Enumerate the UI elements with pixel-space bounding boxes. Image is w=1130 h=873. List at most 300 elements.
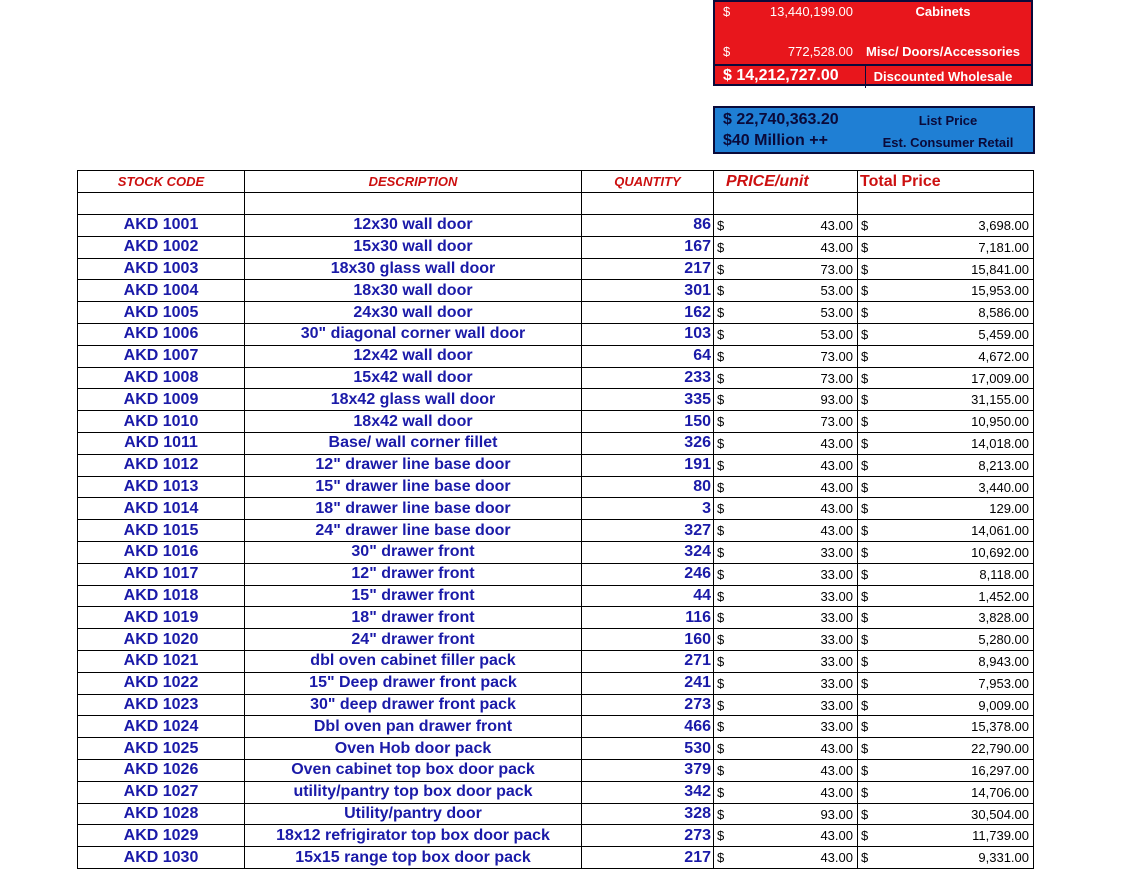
description-cell: 15" Deep drawer front pack: [245, 672, 582, 694]
unit-price-value: 33.00: [820, 719, 853, 735]
table-row: [78, 258, 1034, 280]
unit-price-cell: [714, 607, 858, 629]
currency-symbol: $: [861, 501, 869, 517]
total-price-value: 16,297.00: [971, 762, 1029, 778]
currency-symbol: $: [861, 653, 869, 669]
unit-price-cell: [714, 498, 858, 520]
table-row: [78, 585, 1034, 607]
stock-code-cell: AKD 1030: [78, 847, 245, 869]
currency-symbol: $: [717, 414, 725, 430]
total-price-cell: [858, 258, 1034, 280]
currency-symbol: $: [717, 523, 725, 539]
description-cell: 18x42 glass wall door: [245, 389, 582, 411]
quantity-cell: 246: [582, 563, 714, 585]
currency-symbol: $: [717, 544, 725, 560]
stock-code-cell: AKD 1022: [78, 672, 245, 694]
total-price-cell: [858, 498, 1034, 520]
description-cell: Dbl oven pan drawer front: [245, 716, 582, 738]
unit-price-value: 73.00: [820, 261, 853, 277]
unit-price-value: 43.00: [820, 828, 853, 844]
currency-symbol: $: [717, 218, 725, 233]
currency-symbol: $: [717, 675, 725, 691]
total-price-value: 10,950.00: [971, 414, 1029, 430]
unit-price-cell: [714, 585, 858, 607]
total-price-cell: [858, 215, 1034, 237]
currency-symbol: $: [717, 653, 725, 669]
total-price-value: 129.00: [989, 501, 1029, 517]
unit-price-cell: [714, 694, 858, 716]
currency-symbol: $: [717, 566, 725, 582]
stock-code-cell: AKD 1006: [78, 323, 245, 345]
unit-price-value: 43.00: [820, 784, 853, 800]
total-price-cell: [858, 280, 1034, 302]
inventory-table: [77, 170, 1034, 869]
quantity-cell: 342: [582, 781, 714, 803]
total-price-value: 11,739.00: [972, 828, 1029, 844]
total-price-value: 5,459.00: [978, 326, 1029, 342]
currency-symbol: $: [861, 784, 869, 800]
unit-price-cell: [714, 236, 858, 258]
currency-symbol: $: [717, 806, 725, 822]
unit-price-value: 93.00: [820, 806, 853, 822]
total-price-value: 15,841.00: [971, 261, 1029, 277]
table-row: [78, 411, 1034, 433]
total-price-cell: [858, 738, 1034, 760]
quantity-cell: 191: [582, 454, 714, 476]
unit-price-value: 33.00: [820, 653, 853, 669]
unit-price-value: 73.00: [820, 370, 853, 386]
table-header-row: [78, 171, 1034, 193]
stock-code-cell: AKD 1027: [78, 781, 245, 803]
list-price-amount: $ 22,740,363.20: [723, 111, 839, 128]
currency-symbol: $: [861, 806, 869, 822]
table-row: [78, 541, 1034, 563]
total-price-value: 31,155.00: [971, 392, 1029, 408]
quantity-cell: 271: [582, 650, 714, 672]
stock-code-cell: AKD 1002: [78, 236, 245, 258]
description-cell: 24x30 wall door: [245, 302, 582, 324]
quantity-header: QUANTITY: [582, 171, 714, 193]
quantity-cell: 3: [582, 498, 714, 520]
total-price-value: 14,018.00: [971, 435, 1029, 451]
currency-symbol: $: [723, 44, 731, 59]
description-cell: Oven cabinet top box door pack: [245, 759, 582, 781]
unit-price-value: 73.00: [820, 414, 853, 430]
description-cell: Oven Hob door pack: [245, 738, 582, 760]
currency-symbol: $: [717, 239, 725, 255]
price-unit-header: PRICE/unit: [714, 171, 858, 193]
description-cell: 18x12 refrigirator top box door pack: [245, 825, 582, 847]
quantity-cell: 80: [582, 476, 714, 498]
unit-price-cell: [714, 389, 858, 411]
stock-code-cell: AKD 1018: [78, 585, 245, 607]
total-price-value: 4,672.00: [978, 348, 1029, 364]
unit-price-cell: [714, 738, 858, 760]
unit-price-value: 43.00: [820, 435, 853, 451]
total-price-value: 8,213.00: [978, 457, 1029, 473]
quantity-cell: 301: [582, 280, 714, 302]
unit-price-cell: [714, 215, 858, 237]
quantity-cell: 233: [582, 367, 714, 389]
misc-row: [715, 42, 1031, 62]
unit-price-cell: [714, 454, 858, 476]
total-price-value: 1,452.00: [978, 588, 1029, 604]
currency-symbol: $: [861, 675, 869, 691]
stock-code-cell: AKD 1005: [78, 302, 245, 324]
unit-price-value: 43.00: [820, 762, 853, 778]
stock-code-cell: AKD 1024: [78, 716, 245, 738]
unit-price-cell: [714, 650, 858, 672]
table-row: [78, 716, 1034, 738]
total-price-cell: [858, 476, 1034, 498]
currency-symbol: $: [717, 719, 725, 735]
description-cell: 18" drawer line base door: [245, 498, 582, 520]
total-price-value: 9,331.00: [978, 850, 1029, 866]
blank-cell: [582, 193, 714, 215]
stock-code-cell: AKD 1008: [78, 367, 245, 389]
unit-price-cell: [714, 781, 858, 803]
unit-price-value: 33.00: [820, 610, 853, 626]
stock-code-cell: AKD 1023: [78, 694, 245, 716]
unit-price-value: 93.00: [820, 392, 853, 408]
quantity-cell: 328: [582, 803, 714, 825]
unit-price-value: 43.00: [820, 218, 853, 233]
stock-code-cell: AKD 1010: [78, 411, 245, 433]
table-row: [78, 236, 1034, 258]
discounted-wholesale-amount: $ 14,212,727.00: [723, 67, 839, 84]
total-price-value: 9,009.00: [978, 697, 1029, 713]
unit-price-cell: [714, 563, 858, 585]
quantity-cell: 335: [582, 389, 714, 411]
unit-price-cell: [714, 345, 858, 367]
currency-symbol: $: [861, 828, 869, 844]
unit-price-cell: [714, 367, 858, 389]
blank-row: [78, 193, 1034, 215]
table-row: [78, 520, 1034, 542]
quantity-cell: 466: [582, 716, 714, 738]
total-price-cell: [858, 650, 1034, 672]
unit-price-value: 43.00: [820, 501, 853, 517]
total-price-cell: [858, 454, 1034, 476]
quantity-cell: 217: [582, 258, 714, 280]
unit-price-cell: [714, 847, 858, 869]
stock-code-cell: AKD 1025: [78, 738, 245, 760]
blank-cell: [714, 193, 858, 215]
currency-symbol: $: [723, 4, 731, 19]
quantity-cell: 241: [582, 672, 714, 694]
stock-code-cell: AKD 1007: [78, 345, 245, 367]
retail-summary-box: [713, 106, 1035, 154]
currency-symbol: $: [717, 697, 725, 713]
table-row: [78, 454, 1034, 476]
currency-symbol: $: [861, 348, 869, 364]
description-cell: 18x30 glass wall door: [245, 258, 582, 280]
unit-price-value: 43.00: [820, 523, 853, 539]
quantity-cell: 324: [582, 541, 714, 563]
quantity-cell: 116: [582, 607, 714, 629]
unit-price-cell: [714, 629, 858, 651]
total-price-value: 3,698.00: [978, 218, 1029, 233]
total-price-value: 8,586.00: [978, 305, 1029, 321]
unit-price-value: 43.00: [820, 741, 853, 757]
total-price-cell: [858, 781, 1034, 803]
stock-code-cell: AKD 1009: [78, 389, 245, 411]
total-price-value: 8,943.00: [978, 653, 1029, 669]
stock-code-cell: AKD 1026: [78, 759, 245, 781]
table-row: [78, 476, 1034, 498]
table-row: [78, 825, 1034, 847]
description-cell: 15x42 wall door: [245, 367, 582, 389]
stock-code-cell: AKD 1015: [78, 520, 245, 542]
cabinets-row: [715, 2, 1031, 22]
table-row: [78, 345, 1034, 367]
table-row: [78, 781, 1034, 803]
unit-price-cell: [714, 323, 858, 345]
total-price-cell: [858, 541, 1034, 563]
currency-symbol: $: [717, 850, 725, 866]
currency-symbol: $: [861, 414, 869, 430]
currency-symbol: $: [861, 544, 869, 560]
currency-symbol: $: [717, 370, 725, 386]
total-price-value: 3,440.00: [978, 479, 1029, 495]
description-cell: Base/ wall corner fillet: [245, 432, 582, 454]
quantity-cell: 273: [582, 825, 714, 847]
unit-price-cell: [714, 411, 858, 433]
unit-price-cell: [714, 825, 858, 847]
blank-cell: [858, 193, 1034, 215]
currency-symbol: $: [861, 523, 869, 539]
discounted-wholesale-row: [715, 64, 1031, 88]
currency-symbol: $: [861, 762, 869, 778]
description-cell: 18x42 wall door: [245, 411, 582, 433]
total-price-value: 15,953.00: [971, 283, 1029, 299]
unit-price-cell: [714, 476, 858, 498]
currency-symbol: $: [717, 326, 725, 342]
stock-code-cell: AKD 1019: [78, 607, 245, 629]
description-cell: 18x30 wall door: [245, 280, 582, 302]
table-row: [78, 563, 1034, 585]
quantity-cell: 64: [582, 345, 714, 367]
unit-price-cell: [714, 520, 858, 542]
table-row: [78, 367, 1034, 389]
currency-symbol: $: [717, 588, 725, 604]
total-price-value: 22,790.00: [971, 741, 1029, 757]
description-cell: 24" drawer front: [245, 629, 582, 651]
currency-symbol: $: [861, 479, 869, 495]
description-cell: 12" drawer front: [245, 563, 582, 585]
unit-price-value: 33.00: [820, 697, 853, 713]
description-header: DESCRIPTION: [245, 171, 582, 193]
total-price-value: 7,953.00: [978, 675, 1029, 691]
total-price-cell: [858, 759, 1034, 781]
table-row: [78, 629, 1034, 651]
total-price-cell: [858, 236, 1034, 258]
description-cell: dbl oven cabinet filler pack: [245, 650, 582, 672]
stock-code-cell: AKD 1013: [78, 476, 245, 498]
currency-symbol: $: [861, 588, 869, 604]
currency-symbol: $: [717, 501, 725, 517]
table-row: [78, 694, 1034, 716]
discounted-wholesale-label: Discounted Wholesale: [873, 69, 1013, 84]
stock-code-cell: AKD 1021: [78, 650, 245, 672]
quantity-cell: 217: [582, 847, 714, 869]
total-price-cell: [858, 803, 1034, 825]
description-cell: 15" drawer front: [245, 585, 582, 607]
misc-amount: 772,528.00: [787, 44, 853, 59]
table-row: [78, 738, 1034, 760]
currency-symbol: $: [717, 762, 725, 778]
currency-symbol: $: [861, 566, 869, 582]
unit-price-cell: [714, 432, 858, 454]
stock-code-header: STOCK CODE: [78, 171, 245, 193]
retail-label: Est. Consumer Retail: [882, 135, 1014, 150]
currency-symbol: $: [861, 632, 869, 648]
unit-price-value: 43.00: [820, 850, 853, 866]
quantity-cell: 530: [582, 738, 714, 760]
description-cell: utility/pantry top box door pack: [245, 781, 582, 803]
total-price-value: 17,009.00: [971, 370, 1029, 386]
quantity-cell: 160: [582, 629, 714, 651]
unit-price-cell: [714, 716, 858, 738]
total-price-cell: [858, 629, 1034, 651]
unit-price-cell: [714, 258, 858, 280]
total-price-value: 30,504.00: [971, 806, 1029, 822]
currency-symbol: $: [861, 719, 869, 735]
total-price-value: 7,181.00: [978, 239, 1029, 255]
currency-symbol: $: [861, 610, 869, 626]
total-price-cell: [858, 563, 1034, 585]
total-price-cell: [858, 389, 1034, 411]
description-cell: 30" diagonal corner wall door: [245, 323, 582, 345]
currency-symbol: $: [717, 392, 725, 408]
unit-price-value: 33.00: [820, 632, 853, 648]
total-price-cell: [858, 585, 1034, 607]
total-price-cell: [858, 694, 1034, 716]
retail-amount: $40 Million ++: [723, 132, 828, 149]
unit-price-value: 33.00: [820, 588, 853, 604]
stock-code-cell: AKD 1017: [78, 563, 245, 585]
stock-code-cell: AKD 1029: [78, 825, 245, 847]
table-row: [78, 389, 1034, 411]
currency-symbol: $: [717, 348, 725, 364]
total-price-cell: [858, 847, 1034, 869]
stock-code-cell: AKD 1014: [78, 498, 245, 520]
quantity-cell: 44: [582, 585, 714, 607]
list-price-label: List Price: [918, 113, 978, 128]
table-row: [78, 280, 1034, 302]
table-row: [78, 847, 1034, 869]
currency-symbol: $: [717, 305, 725, 321]
total-price-value: 3,828.00: [978, 610, 1029, 626]
currency-symbol: $: [717, 610, 725, 626]
total-price-value: 10,692.00: [971, 544, 1029, 560]
stock-code-cell: AKD 1004: [78, 280, 245, 302]
total-price-cell: [858, 607, 1034, 629]
table-row: [78, 803, 1034, 825]
total-price-cell: [858, 302, 1034, 324]
quantity-cell: 326: [582, 432, 714, 454]
currency-symbol: $: [717, 828, 725, 844]
unit-price-value: 53.00: [820, 283, 853, 299]
table-row: [78, 302, 1034, 324]
quantity-cell: 150: [582, 411, 714, 433]
quantity-cell: 167: [582, 236, 714, 258]
total-price-cell: [858, 432, 1034, 454]
description-cell: 12x30 wall door: [245, 215, 582, 237]
description-cell: 18" drawer front: [245, 607, 582, 629]
cabinets-label: Cabinets: [915, 4, 971, 19]
table-row: [78, 607, 1034, 629]
currency-symbol: $: [717, 283, 725, 299]
unit-price-value: 33.00: [820, 566, 853, 582]
quantity-cell: 86: [582, 215, 714, 237]
currency-symbol: $: [861, 697, 869, 713]
total-price-cell: [858, 411, 1034, 433]
quantity-cell: 162: [582, 302, 714, 324]
total-price-value: 14,061.00: [971, 523, 1029, 539]
stock-code-cell: AKD 1001: [78, 215, 245, 237]
currency-symbol: $: [717, 479, 725, 495]
stock-code-cell: AKD 1016: [78, 541, 245, 563]
description-cell: 30" deep drawer front pack: [245, 694, 582, 716]
total-price-cell: [858, 825, 1034, 847]
total-price-cell: [858, 672, 1034, 694]
table-row: [78, 215, 1034, 237]
currency-symbol: $: [717, 741, 725, 757]
table-row: [78, 432, 1034, 454]
quantity-cell: 327: [582, 520, 714, 542]
wholesale-summary-box: [713, 0, 1033, 86]
unit-price-cell: [714, 803, 858, 825]
cabinets-amount: 13,440,199.00: [769, 4, 853, 19]
stock-code-cell: AKD 1012: [78, 454, 245, 476]
description-cell: 24" drawer line base door: [245, 520, 582, 542]
unit-price-value: 53.00: [820, 326, 853, 342]
quantity-cell: 379: [582, 759, 714, 781]
currency-symbol: $: [861, 392, 869, 408]
table-row: [78, 498, 1034, 520]
total-price-cell: [858, 367, 1034, 389]
total-price-value: 8,118.00: [979, 566, 1029, 582]
currency-symbol: $: [861, 261, 869, 277]
total-price-value: 5,280.00: [978, 632, 1029, 648]
unit-price-cell: [714, 302, 858, 324]
blank-cell: [78, 193, 245, 215]
total-price-cell: [858, 323, 1034, 345]
quantity-cell: 273: [582, 694, 714, 716]
currency-symbol: $: [717, 457, 725, 473]
blank-cell: [245, 193, 582, 215]
unit-price-value: 43.00: [820, 457, 853, 473]
table-row: [78, 650, 1034, 672]
total-price-cell: [858, 345, 1034, 367]
currency-symbol: $: [717, 261, 725, 277]
description-cell: Utility/pantry door: [245, 803, 582, 825]
unit-price-cell: [714, 672, 858, 694]
currency-symbol: $: [861, 370, 869, 386]
stock-code-cell: AKD 1011: [78, 432, 245, 454]
description-cell: 15x30 wall door: [245, 236, 582, 258]
stock-code-cell: AKD 1020: [78, 629, 245, 651]
total-price-cell: [858, 716, 1034, 738]
currency-symbol: $: [717, 784, 725, 800]
total-price-value: 15,378.00: [971, 719, 1029, 735]
currency-symbol: $: [861, 239, 869, 255]
total-price-header: Total Price: [858, 171, 1034, 193]
unit-price-cell: [714, 759, 858, 781]
currency-symbol: $: [717, 632, 725, 648]
currency-symbol: $: [861, 850, 869, 866]
